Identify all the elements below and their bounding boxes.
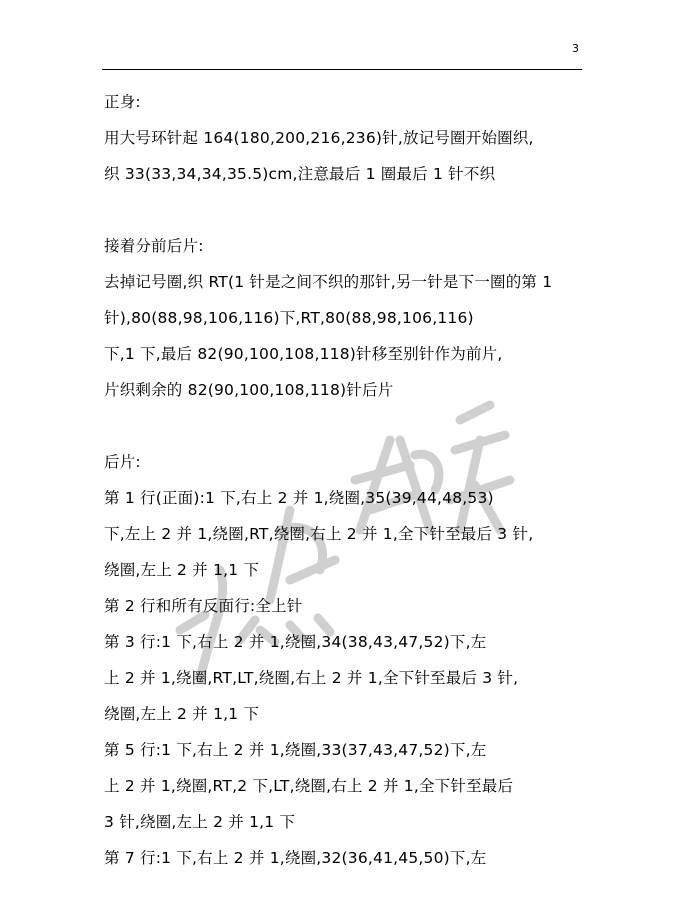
- header-rule: [102, 69, 582, 70]
- document-body: [104, 84, 584, 876]
- body-line: 第 3 行:1 下,右上 2 并 1,绕圈,34(38,43,47,52)下,左: [104, 633, 487, 651]
- body-line: 针),80(88,98,106,116)下,RT,80(88,98,106,116): [104, 309, 474, 327]
- body-line: 下,1 下,最后 82(90,100,108,118)针移至别针作为前片,: [104, 345, 503, 363]
- body-line: 织 33(33,34,34,35.5)cm,注意最后 1 圈最后 1 针不织: [104, 165, 496, 183]
- body-line: 第 5 行:1 下,右上 2 并 1,绕圈,33(37,43,47,52)下,左: [104, 741, 487, 759]
- body-line: 第 7 行:1 下,右上 2 并 1,绕圈,32(36,41,45,50)下,左: [104, 849, 487, 867]
- body-line: 上 2 并 1,绕圈,RT,LT,绕圈,右上 2 并 1,全下针至最后 3 针,: [104, 669, 519, 687]
- page-number: 3: [572, 42, 579, 55]
- body-line: 第 1 行(正面):1 下,右上 2 并 1,绕圈,35(39,44,48,53): [104, 489, 494, 507]
- body-line: 第 2 行和所有反面行:全上针: [104, 597, 303, 615]
- paragraph-gap: [104, 408, 584, 444]
- body-line: 用大号环针起 164(180,200,216,236)针,放记号圈开始圈织,: [104, 129, 534, 147]
- body-line: 绕圈,左上 2 并 1,1 下: [104, 705, 260, 723]
- section-heading-split: 接着分前后片:: [104, 237, 204, 255]
- body-line: 绕圈,左上 2 并 1,1 下: [104, 561, 260, 579]
- body-line: 去掉记号圈,织 RT(1 针是之间不织的那针,另一针是下一圈的第 1: [104, 273, 553, 291]
- section-heading-back: 后片:: [104, 453, 141, 471]
- section-heading-body: 正身:: [104, 93, 141, 111]
- body-line: 3 针,绕圈,左上 2 并 1,1 下: [104, 813, 296, 831]
- body-line: 上 2 并 1,绕圈,RT,2 下,LT,绕圈,右上 2 并 1,全下针至最后: [104, 777, 514, 795]
- body-line: 下,左上 2 并 1,绕圈,RT,绕圈,右上 2 并 1,全下针至最后 3 针,: [104, 525, 534, 543]
- paragraph-gap: [104, 192, 584, 228]
- body-line: 片织剩余的 82(90,100,108,118)针后片: [104, 381, 394, 399]
